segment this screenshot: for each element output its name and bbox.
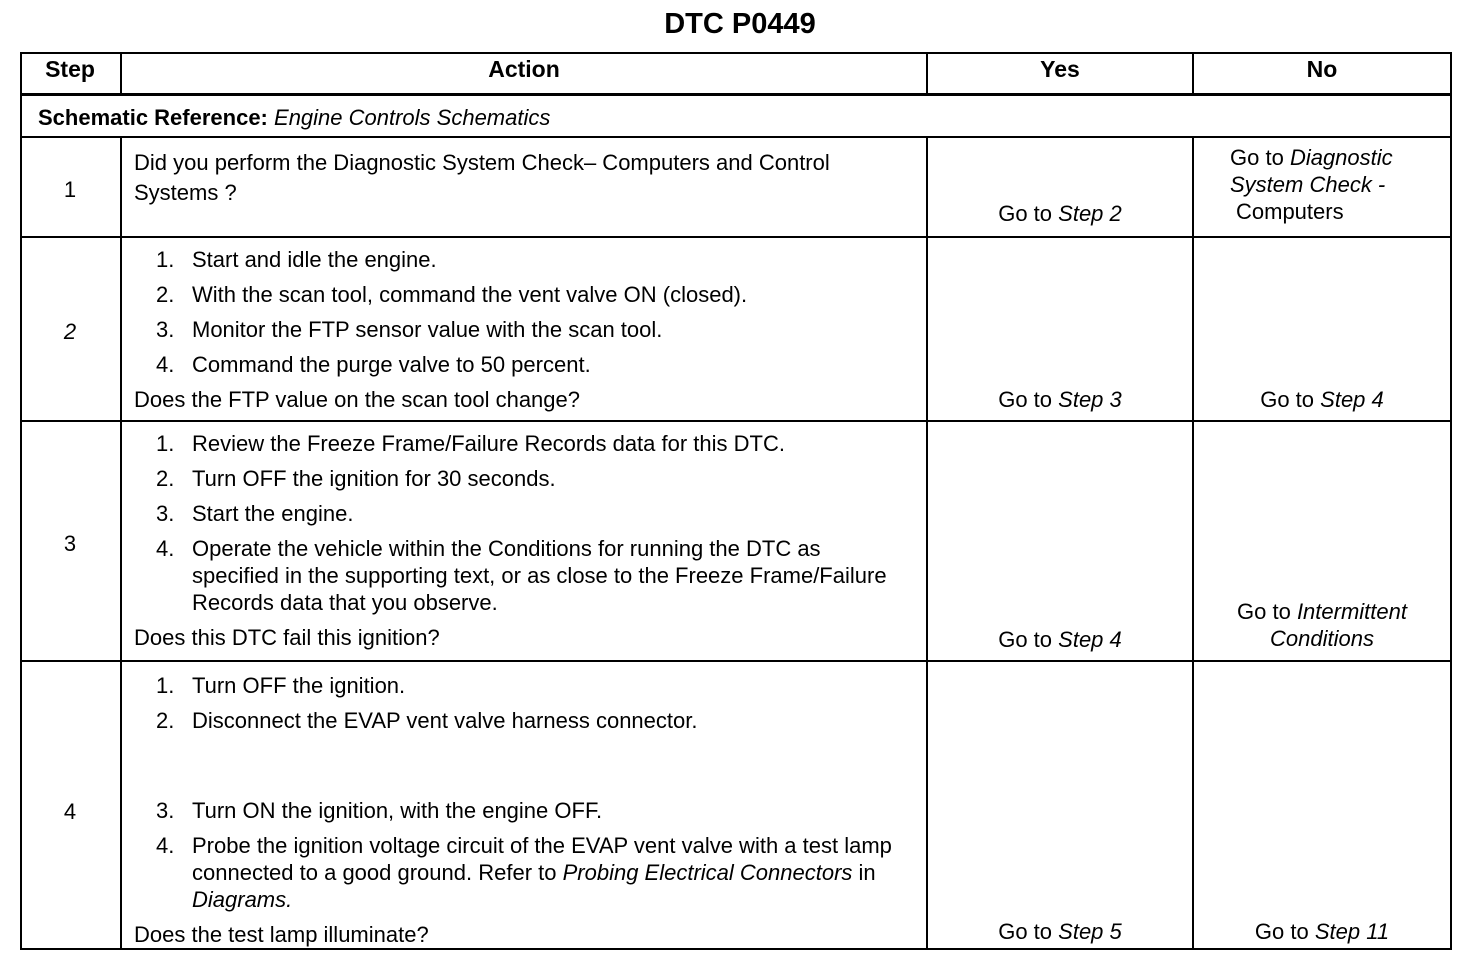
yes-link[interactable]: Step 3 [1058,387,1122,412]
step-number: 3 [63,531,77,556]
no-result: Go to Step 4 [1260,387,1384,412]
list-item: 1. Review the Freeze Frame/Failure Records data for this DTC. [156,431,785,456]
row-divider [20,420,1452,422]
list-item: 4. Command the purge valve to 50 percent. [156,352,591,377]
action-steps [134,246,914,413]
column-divider [926,52,928,950]
row-divider [20,660,1452,662]
step-number: 1 [63,177,77,202]
list-item: 1. Start and idle the engine. [156,247,437,272]
no-result: Go to Step 11 [1254,919,1390,944]
list-item: 2. Turn OFF the ignition for 30 seconds. [156,466,556,491]
list-item: 4. Probe the ignition voltage circuit of the EVAP vent valve with a test lamp connected to a good ground. Refer to Probing Electrical Connectors in Diagrams. [156,833,892,912]
no-link[interactable]: Diagnostic System Check - [1230,145,1393,197]
action-question: Does this DTC fail this ignition? [134,625,440,650]
step-number: 4 [63,799,77,824]
page-title: DTC P0449 [664,8,816,40]
list-item: 2. With the scan tool, command the vent valve ON (closed). [156,282,748,307]
header-no: No [1306,56,1338,82]
header-action: Action [488,56,560,82]
list-item: 3. Turn ON the ignition, with the engine OFF. [156,798,603,823]
column-divider [120,52,122,950]
list-item: 4. Operate the vehicle within the Conditions for running the DTC as specified in the supporting text, or as close to the Freeze Frame/Failure Records data that you observe. [156,536,887,615]
schematic-label: Schematic Reference: [38,105,268,130]
step-number: 2 [63,319,77,344]
no-link[interactable]: Intermittent Conditions [1270,599,1407,651]
yes-result: Go to Step 2 [998,201,1122,226]
no-result: Go to Diagnostic System Check - Computers [1230,145,1393,224]
header-yes: Yes [1040,56,1080,82]
yes-link[interactable]: Step 4 [1058,627,1122,652]
diagrams-link[interactable]: Diagrams. [192,887,293,912]
yes-link[interactable]: Step 5 [1058,919,1122,944]
action-question: Does the test lamp illuminate? [134,922,429,947]
no-link[interactable]: Step 4 [1320,387,1384,412]
probing-link[interactable]: Probing Electrical Connectors [562,860,853,885]
row-divider [20,136,1452,138]
no-link[interactable]: Step 11 [1314,919,1390,944]
yes-link[interactable]: Step 2 [1058,201,1122,226]
row-divider [20,236,1452,238]
action-question: Did you perform the Diagnostic System Check– Computers and Control Systems ? [134,150,830,205]
no-result: Go to Intermittent Conditions [1237,599,1407,651]
diagnostic-table [20,52,1452,950]
action-steps [134,672,914,948]
yes-result: Go to Step 5 [998,919,1122,944]
action-question: Does the FTP value on the scan tool change? [134,387,580,412]
column-divider [1192,52,1194,950]
list-item: 2. Disconnect the EVAP vent valve harness connector. [156,708,698,733]
schematic-link[interactable]: Engine Controls Schematics [274,105,551,130]
yes-result: Go to Step 4 [998,627,1122,652]
list-item: 3. Monitor the FTP sensor value with the scan tool. [156,317,663,342]
schematic-reference [38,104,550,131]
list-item: 3. Start the engine. [156,501,354,526]
yes-result: Go to Step 3 [998,387,1122,412]
header-step: Step [45,56,95,82]
list-item: 1. Turn OFF the ignition. [156,673,406,698]
action-steps [134,430,894,651]
